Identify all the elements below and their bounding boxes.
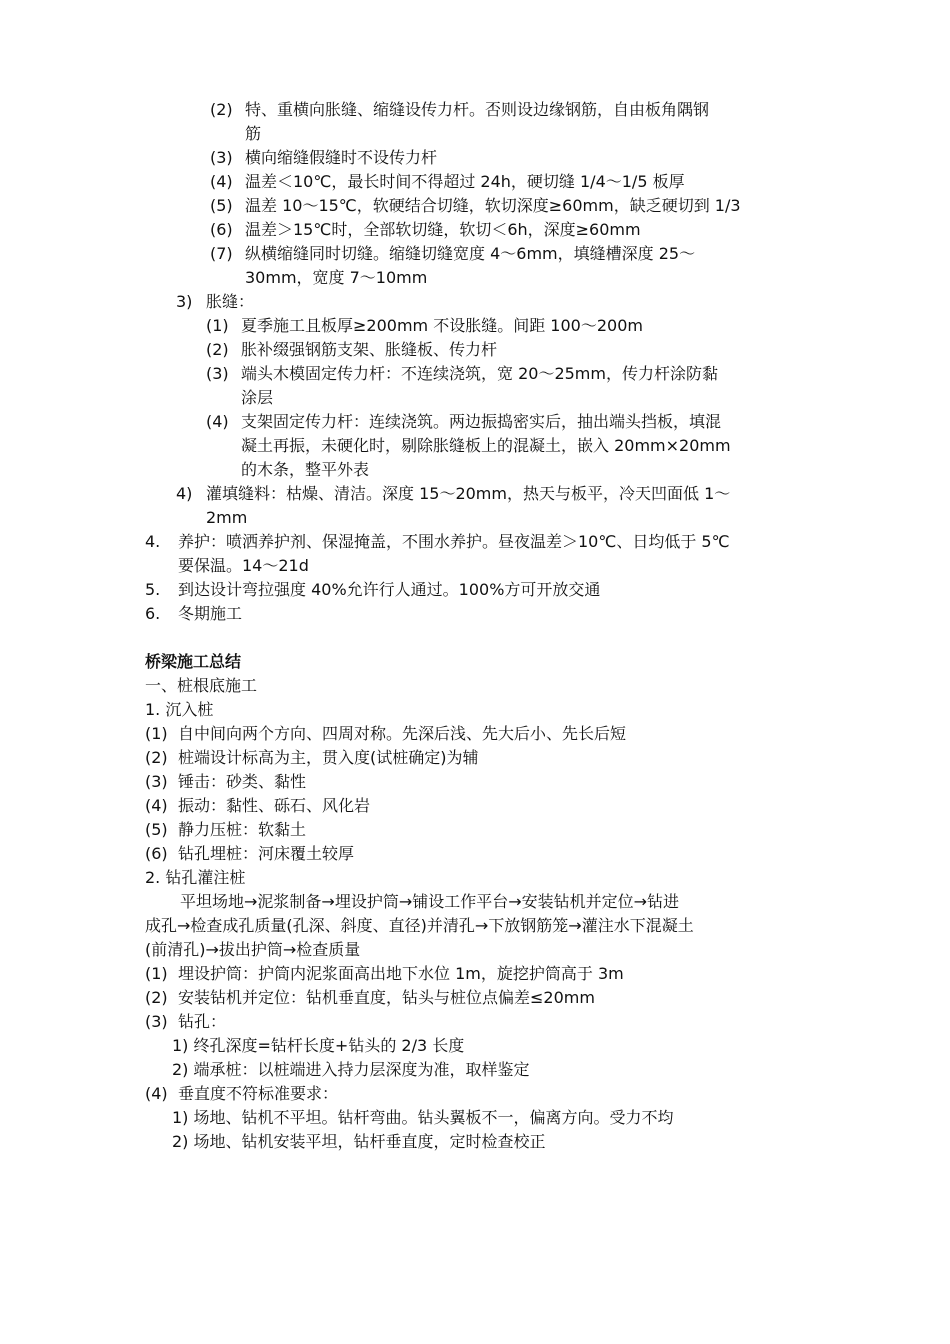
list-number: (2)	[145, 988, 168, 1007]
paragraph-line: 平坦场地→泥浆制备→埋设护筒→铺设工作平台→安装钻机并定位→钻进	[180, 892, 680, 911]
list-text: 钻孔埋桩：河床覆土较厚	[178, 844, 355, 863]
list-text: 灌填缝料：枯燥、清洁。深度 15～20mm，热天与板平，冷天凹面低 1～	[206, 484, 731, 503]
list-text: 桩端设计标高为主，贯入度(试桩确定)为辅	[178, 748, 479, 767]
part-heading: 一、桩根底施工	[145, 676, 258, 695]
list-number: (3)	[145, 1012, 168, 1031]
list-text-continuation: 30mm，宽度 7～10mm	[245, 268, 428, 287]
list-text: 自中间向两个方向、四周对称。先深后浅、先大后小、先长后短	[178, 724, 627, 743]
list-number: (2)	[210, 100, 233, 119]
list-number: (1)	[145, 724, 168, 743]
list-number: (3)	[145, 772, 168, 791]
list-text: 振动：黏性、砾石、风化岩	[178, 796, 371, 815]
list-text: 安装钻机并定位：钻机垂直度，钻头与桩位点偏差≤20mm	[178, 988, 595, 1007]
list-text: 静力压桩：软黏土	[178, 820, 307, 839]
list-number: (2)	[145, 748, 168, 767]
list-text: 冬期施工	[178, 604, 243, 623]
paragraph-line: 成孔→检查成孔质量(孔深、斜度、直径)并清孔→下放钢筋笼→灌注水下混凝土	[145, 916, 694, 935]
list-text: 胀缝：	[206, 292, 255, 311]
list-number: 3)	[176, 292, 193, 311]
list-text: 温差＜10℃，最长时间不得超过 24h，硬切缝 1/4～1/5 板厚	[245, 172, 685, 191]
sub-heading: 1. 沉入桩	[145, 700, 214, 719]
list-text-continuation: 要保温。14～21d	[178, 556, 309, 575]
list-number: (3)	[210, 148, 233, 167]
list-number: (1)	[206, 316, 229, 335]
list-number: 5.	[145, 580, 161, 599]
list-text-continuation: 涂层	[241, 388, 274, 407]
list-text: 横向缩缝假缝时不设传力杆	[245, 148, 438, 167]
list-number: 6.	[145, 604, 161, 623]
list-text-continuation: 的木条，整平外表	[241, 460, 370, 479]
list-number: (2)	[206, 340, 229, 359]
list-text: 特、重横向胀缝、缩缝设传力杆。否则设边缘钢筋，自由板角隅钢	[245, 100, 710, 119]
list-number: (4)	[206, 412, 229, 431]
sub-list-item: 2) 场地、钻机安装平坦，钻杆垂直度，定时检查校正	[172, 1132, 546, 1151]
list-text: 端头木模固定传力杆：不连续浇筑，宽 20～25mm，传力杆涂防黏	[241, 364, 718, 383]
list-text: 胀补缀强钢筋支架、胀缝板、传力杆	[241, 340, 498, 359]
list-text: 温差＞15℃时，全部软切缝，软切＜6h，深度≥60mm	[245, 220, 641, 239]
list-number: (6)	[210, 220, 233, 239]
list-text: 锤击：砂类、黏性	[178, 772, 307, 791]
list-text: 养护：喷洒养护剂、保湿掩盖，不围水养护。昼夜温差＞10℃、日均低于 5℃	[178, 532, 730, 551]
list-text-continuation: 凝土再振，未硬化时，剔除胀缝板上的混凝土，嵌入 20mm×20mm	[241, 436, 731, 455]
list-number: (4)	[210, 172, 233, 191]
list-number: (1)	[145, 964, 168, 983]
sub-heading: 2. 钻孔灌注桩	[145, 868, 246, 887]
section-heading: 桥梁施工总结	[145, 652, 242, 671]
list-number: (5)	[210, 196, 233, 215]
list-text: 到达设计弯拉强度 40%允许行人通过。100%方可开放交通	[178, 580, 601, 599]
list-text: 温差 10～15℃，软硬结合切缝，软切深度≥60mm，缺乏硬切到 1/3	[245, 196, 741, 215]
sub-list-item: 1) 场地、钻机不平坦。钻杆弯曲。钻头翼板不一，偏离方向。受力不均	[172, 1108, 674, 1127]
list-text: 钻孔：	[178, 1012, 227, 1031]
list-text: 支架固定传力杆：连续浇筑。两边振捣密实后，抽出端头挡板，填混	[241, 412, 722, 431]
list-text: 埋设护筒：护筒内泥浆面高出地下水位 1m，旋挖护筒高于 3m	[178, 964, 624, 983]
list-number: (6)	[145, 844, 168, 863]
list-text: 纵横缩缝同时切缝。缩缝切缝宽度 4～6mm，填缝槽深度 25～	[245, 244, 696, 263]
list-text-continuation: 2mm	[206, 508, 248, 527]
list-number: 4.	[145, 532, 161, 551]
sub-list-item: 2) 端承桩：以桩端进入持力层深度为准，取样鉴定	[172, 1060, 530, 1079]
list-number: (7)	[210, 244, 233, 263]
list-text: 垂直度不符标准要求：	[178, 1084, 339, 1103]
list-number: (5)	[145, 820, 168, 839]
paragraph-line: (前清孔)→拔出护筒→检查质量	[145, 940, 361, 959]
list-number: 4)	[176, 484, 193, 503]
sub-list-item: 1) 终孔深度=钻杆长度+钻头的 2/3 长度	[172, 1036, 465, 1055]
list-text-continuation: 筋	[245, 124, 262, 143]
list-text: 夏季施工且板厚≥200mm 不设胀缝。间距 100～200m	[241, 316, 643, 335]
list-number: (4)	[145, 1084, 168, 1103]
list-number: (4)	[145, 796, 168, 815]
list-number: (3)	[206, 364, 229, 383]
